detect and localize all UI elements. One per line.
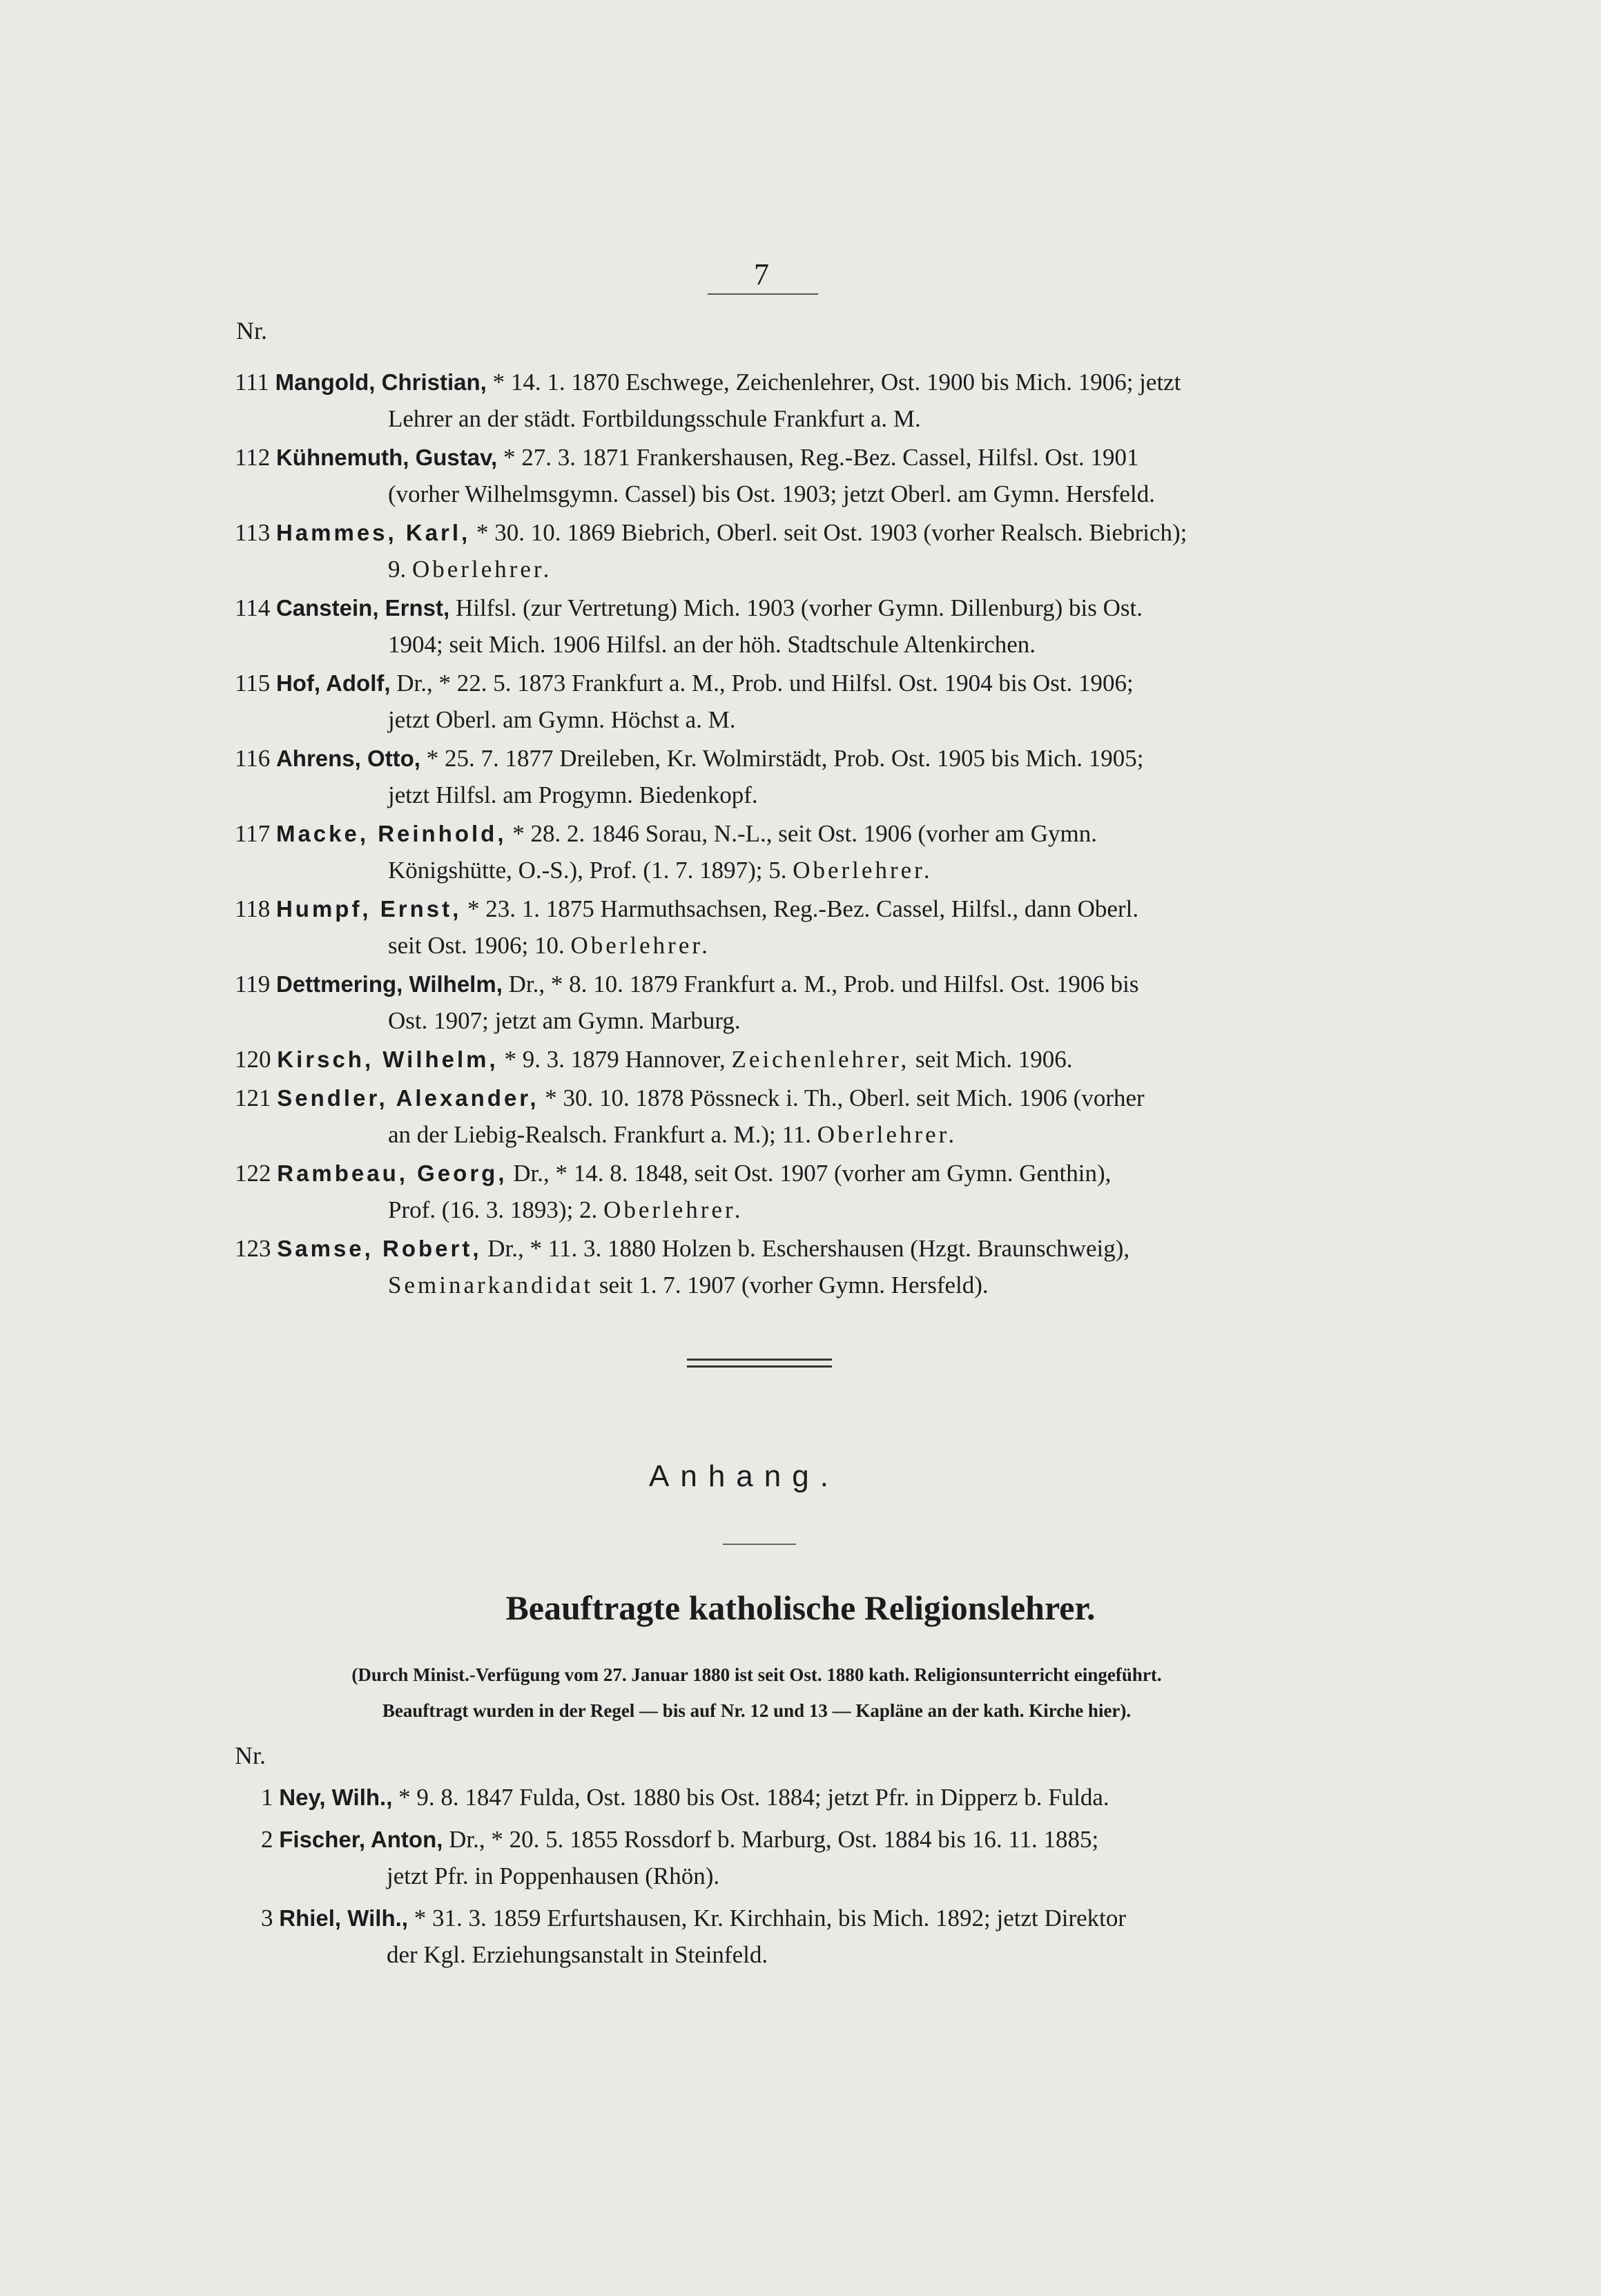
entry-line1: * 31. 3. 1859 Erfurtshausen, Kr. Kirchhain, bis Mich. 1892; jetzt Direktor bbox=[414, 1905, 1127, 1932]
entry-number: 121 bbox=[235, 1084, 271, 1111]
entry-115 bbox=[235, 665, 1284, 738]
appendix-rule bbox=[723, 1544, 796, 1545]
entry-rank: Oberlehrer. bbox=[793, 857, 933, 884]
entry-name: Rhiel, Wilh., bbox=[279, 1905, 408, 1931]
entry-122 bbox=[235, 1155, 1284, 1228]
entry-number: 122 bbox=[235, 1160, 271, 1187]
entry-r2 bbox=[235, 1821, 1284, 1894]
entry-number: 1 bbox=[261, 1784, 273, 1811]
entry-name: Mangold, Christian, bbox=[275, 369, 487, 395]
entry-name: Kühnemuth, Gustav, bbox=[275, 445, 498, 470]
entry-line1: * 23. 1. 1875 Harmuthsachsen, Reg.-Bez. Cassel, Hilfsl., dann Oberl. bbox=[467, 895, 1139, 922]
nr-label-2: Nr. bbox=[235, 1742, 266, 1769]
entry-line1: * 30. 10. 1878 Pössneck i. Th., Oberl. seit Mich. 1906 (vorher bbox=[545, 1084, 1145, 1111]
entry-rank: Oberlehrer. bbox=[603, 1196, 744, 1223]
entry-line1: * 9. 8. 1847 Fulda, Ost. 1880 bis Ost. 1884; jetzt Pfr. in Dipperz b. Fulda. bbox=[398, 1784, 1109, 1811]
entry-number: 112 bbox=[235, 444, 271, 471]
entry-name: Dettmering, Wilhelm, bbox=[275, 971, 503, 997]
entry-number: 114 bbox=[235, 594, 271, 621]
entry-name: Rambeau, Georg, bbox=[277, 1160, 507, 1186]
entry-number: 111 bbox=[235, 369, 269, 396]
entry-name: Ney, Wilh., bbox=[279, 1784, 393, 1810]
entry-number: 3 bbox=[261, 1905, 273, 1932]
entry-continuation: 9. bbox=[388, 556, 407, 583]
header-rule bbox=[708, 293, 818, 295]
entry-111 bbox=[235, 364, 1284, 437]
entry-number: 119 bbox=[235, 971, 271, 998]
entry-name: Humpf, Ernst, bbox=[275, 896, 462, 922]
entry-121 bbox=[235, 1080, 1284, 1153]
entry-continuation: seit 1. 7. 1907 (vorher Gymn. Hersfeld). bbox=[599, 1272, 989, 1298]
entry-number: 117 bbox=[235, 820, 271, 847]
entry-number: 120 bbox=[235, 1046, 271, 1073]
entry-line1: * 9. 3. 1879 Hannover, bbox=[504, 1046, 726, 1073]
entry-continuation: 1904; seit Mich. 1906 Hilfsl. an der höh. Stadtschule Altenkirchen. bbox=[388, 631, 1036, 658]
entry-123 bbox=[235, 1230, 1284, 1303]
teacher-list bbox=[235, 364, 1284, 1305]
entry-line1: * 25. 7. 1877 Dreileben, Kr. Wolmirstädt, Prob. Ost. 1905 bis Mich. 1905; bbox=[426, 745, 1144, 772]
entry-name: Fischer, Anton, bbox=[279, 1827, 443, 1852]
entry-rank: Zeichenlehrer, bbox=[731, 1046, 910, 1073]
entry-line1: Dr., * 8. 10. 1879 Frankfurt a. M., Prob. und Hilfsl. Ost. 1906 bis bbox=[508, 971, 1139, 998]
entry-rank: Oberlehrer. bbox=[817, 1121, 958, 1148]
entry-continuation: an der Liebig-Realsch. Frankfurt a. M.); 11. bbox=[388, 1121, 811, 1148]
entry-r1 bbox=[235, 1779, 1284, 1816]
entry-118 bbox=[235, 891, 1284, 964]
entry-continuation: jetzt Pfr. in Poppenhausen (Rhön). bbox=[387, 1862, 720, 1889]
entry-number: 113 bbox=[235, 519, 271, 546]
entry-line1: Dr., * 11. 3. 1880 Holzen b. Eschershausen (Hzgt. Braunschweig), bbox=[487, 1235, 1130, 1262]
entry-number: 116 bbox=[235, 745, 271, 772]
entry-continuation: Ost. 1907; jetzt am Gymn. Marburg. bbox=[388, 1007, 741, 1034]
entry-name: Hammes, Karl, bbox=[275, 520, 471, 545]
entry-line1-end: seit Mich. 1906. bbox=[915, 1046, 1073, 1073]
entry-continuation: jetzt Oberl. am Gymn. Höchst a. M. bbox=[388, 706, 736, 733]
entry-continuation: Königshütte, O.-S.), Prof. (1. 7. 1897); 5. bbox=[388, 857, 787, 884]
note-line-1: (Durch Minist.-Verfügung vom 27. Januar 1880 ist seit Ost. 1880 kath. Religionsunterricht eingeführt. bbox=[351, 1664, 1162, 1685]
entry-name: Kirsch, Wilhelm, bbox=[277, 1047, 498, 1072]
note-line-2: Beauftragt wurden in der Regel — bis auf Nr. 12 und 13 — Kapläne an der kath. Kirche hier). bbox=[382, 1700, 1132, 1721]
entry-line1: Hilfsl. (zur Vertretung) Mich. 1903 (vorher Gymn. Dillenburg) bis Ost. bbox=[455, 594, 1143, 621]
entry-r3 bbox=[235, 1900, 1284, 1973]
entry-number: 118 bbox=[235, 895, 271, 922]
section-title: Beauftragte katholische Religionslehrer. bbox=[505, 1588, 1096, 1627]
nr-label: Nr. bbox=[236, 317, 267, 344]
entry-line1: * 14. 1. 1870 Eschwege, Zeichenlehrer, Ost. 1900 bis Mich. 1906; jetzt bbox=[492, 369, 1181, 396]
entry-name: Hof, Adolf, bbox=[275, 670, 391, 696]
double-rule-top bbox=[687, 1359, 832, 1361]
entry-number: 2 bbox=[261, 1826, 273, 1853]
religion-teacher-list bbox=[235, 1779, 1284, 1978]
entry-line1: * 27. 3. 1871 Frankershausen, Reg.-Bez. Cassel, Hilfsl. Ost. 1901 bbox=[503, 444, 1139, 471]
entry-name: Sendler, Alexander, bbox=[277, 1085, 539, 1111]
entry-line1: Dr., * 20. 5. 1855 Rossdorf b. Marburg, Ost. 1884 bis 16. 11. 1885; bbox=[449, 1826, 1099, 1853]
double-rule-bottom bbox=[687, 1365, 832, 1368]
entry-rank: Oberlehrer. bbox=[570, 932, 710, 959]
entry-119 bbox=[235, 966, 1284, 1039]
entry-line1: Dr., * 14. 8. 1848, seit Ost. 1907 (vorher am Gymn. Genthin), bbox=[513, 1160, 1112, 1187]
entry-continuation: (vorher Wilhelmsgymn. Cassel) bis Ost. 1903; jetzt Oberl. am Gymn. Hersfeld. bbox=[388, 480, 1155, 507]
entry-name: Samse, Robert, bbox=[277, 1236, 482, 1261]
entry-name: Canstein, Ernst, bbox=[275, 595, 450, 621]
section-note bbox=[232, 1657, 1281, 1729]
entry-113 bbox=[235, 514, 1284, 587]
entry-continuation: der Kgl. Erziehungsanstalt in Steinfeld. bbox=[387, 1941, 768, 1968]
entry-rank: Oberlehrer. bbox=[412, 556, 552, 583]
entry-117 bbox=[235, 815, 1284, 888]
entry-name: Macke, Reinhold, bbox=[275, 821, 507, 846]
entry-114 bbox=[235, 590, 1284, 663]
entry-120 bbox=[235, 1041, 1284, 1078]
entry-continuation: jetzt Hilfsl. am Progymn. Biedenkopf. bbox=[388, 781, 758, 808]
entry-name: Ahrens, Otto, bbox=[275, 746, 420, 771]
entry-continuation: seit Ost. 1906; 10. bbox=[388, 932, 565, 959]
entry-continuation: Prof. (16. 3. 1893); 2. bbox=[388, 1196, 598, 1223]
entry-line1: * 30. 10. 1869 Biebrich, Oberl. seit Ost. 1903 (vorher Realsch. Biebrich); bbox=[476, 519, 1187, 546]
entry-112 bbox=[235, 439, 1284, 512]
appendix-heading: Anhang. bbox=[649, 1459, 840, 1493]
entry-116 bbox=[235, 740, 1284, 813]
entry-line1: * 28. 2. 1846 Sorau, N.-L., seit Ost. 1906 (vorher am Gymn. bbox=[512, 820, 1097, 847]
entry-number: 123 bbox=[235, 1235, 271, 1262]
entry-rank: Seminarkandidat bbox=[388, 1272, 594, 1298]
entry-number: 115 bbox=[235, 670, 271, 697]
entry-line1: Dr., * 22. 5. 1873 Frankfurt a. M., Prob. und Hilfsl. Ost. 1904 bis Ost. 1906; bbox=[396, 670, 1134, 697]
entry-continuation: Lehrer an der städt. Fortbildungsschule Frankfurt a. M. bbox=[388, 405, 921, 432]
page-number: 7 bbox=[754, 257, 769, 291]
